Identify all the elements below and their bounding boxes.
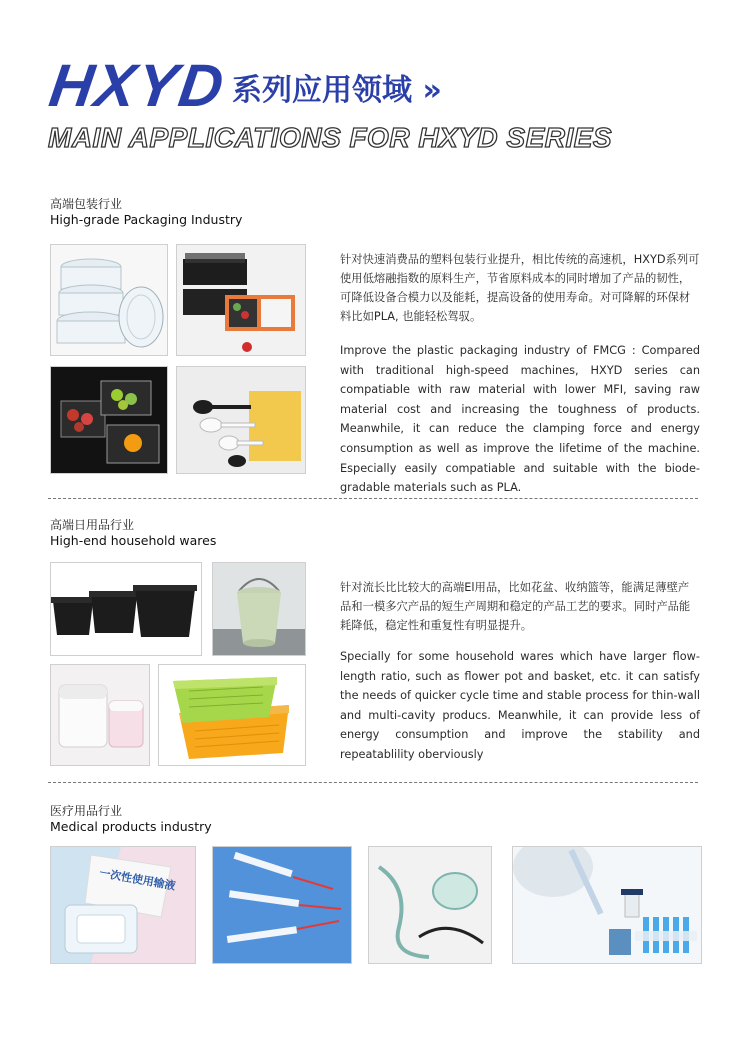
section-medical-en-heading: Medical products industry <box>50 819 212 834</box>
photo-fruit-containers <box>50 366 168 474</box>
section-packaging-cn-text: 针对快速消费品的塑料包装行业提升，相比传统的高速机，HXYD系列可使用低熔融指数的原料生产，节省原料成本的同时增加了产品的韧性，可降低设备合模力以及能耗，提高设备的使用寿命。对可降解的环保材料比如PLA, 也能轻松驾驭。 <box>340 253 700 323</box>
photo-flower-pots <box>50 562 202 656</box>
section-medical-cn-heading: 医疗用品行业 <box>50 804 123 818</box>
photo-blister-packaging <box>50 846 196 964</box>
photo-meal-boxes <box>176 244 306 356</box>
section-packaging-cn-heading: 高端包装行业 <box>50 197 123 211</box>
photo-plastic-spoons <box>176 366 306 474</box>
section-divider-2 <box>48 782 698 783</box>
section-packaging-en-text: Improve the plastic packaging industry of FMCG : Compared with traditional high-speed machines, HXYD series can compatiable with raw material with lower MFI, saving raw material cost and increasing the toughness of products. Meanwhile, it can reduce the clamping force and energy consumption as well as improve the lifetime of the machine. Especially easily compatiable and suitable with the biode-gradable materials such as PLA. <box>340 344 700 495</box>
photo-baskets <box>158 664 306 766</box>
section-divider-1 <box>48 498 698 499</box>
photo-round-containers <box>50 244 168 356</box>
section-household-en-text: Specially for some household wares which have larger flow-length ratio, such as flower pot and basket, etc. it can satisfy the needs of quicker cycle time and stable process for thin-wall and multi-cavity producs. Meanwhile, it can provide less of energy consumption and improve the stability and repeatablility oberviously <box>340 650 700 761</box>
cn-page-title: 系列应用领域 » <box>232 73 442 108</box>
section-household-cn-heading: 高端日用品行业 <box>50 518 135 532</box>
photo-syringes <box>212 846 352 964</box>
photo-oxygen-mask <box>368 846 492 964</box>
section-household-en-heading: High-end household wares <box>50 533 217 548</box>
photo-storage-bins <box>50 664 150 766</box>
photo-lab-test-tubes <box>512 846 702 964</box>
section-packaging-en-heading: High-grade Packaging Industry <box>50 212 243 227</box>
section-household-cn-text: 针对流长比比较大的高端El用品，比如花盆、收纳篮等，能满足薄壁产品和一模多穴产品的短生产周期和稳定的产品工艺的要求。同时产品能耗降低，稳定性和重复性有明显提升。 <box>340 581 691 632</box>
brand-logo: HXYD <box>45 52 230 119</box>
blister-box-label: 一次性使用输液 <box>98 866 177 893</box>
page-subtitle: MAIN APPLICATIONS FOR HXYD SERIES <box>48 122 613 153</box>
photo-bucket <box>212 562 306 656</box>
